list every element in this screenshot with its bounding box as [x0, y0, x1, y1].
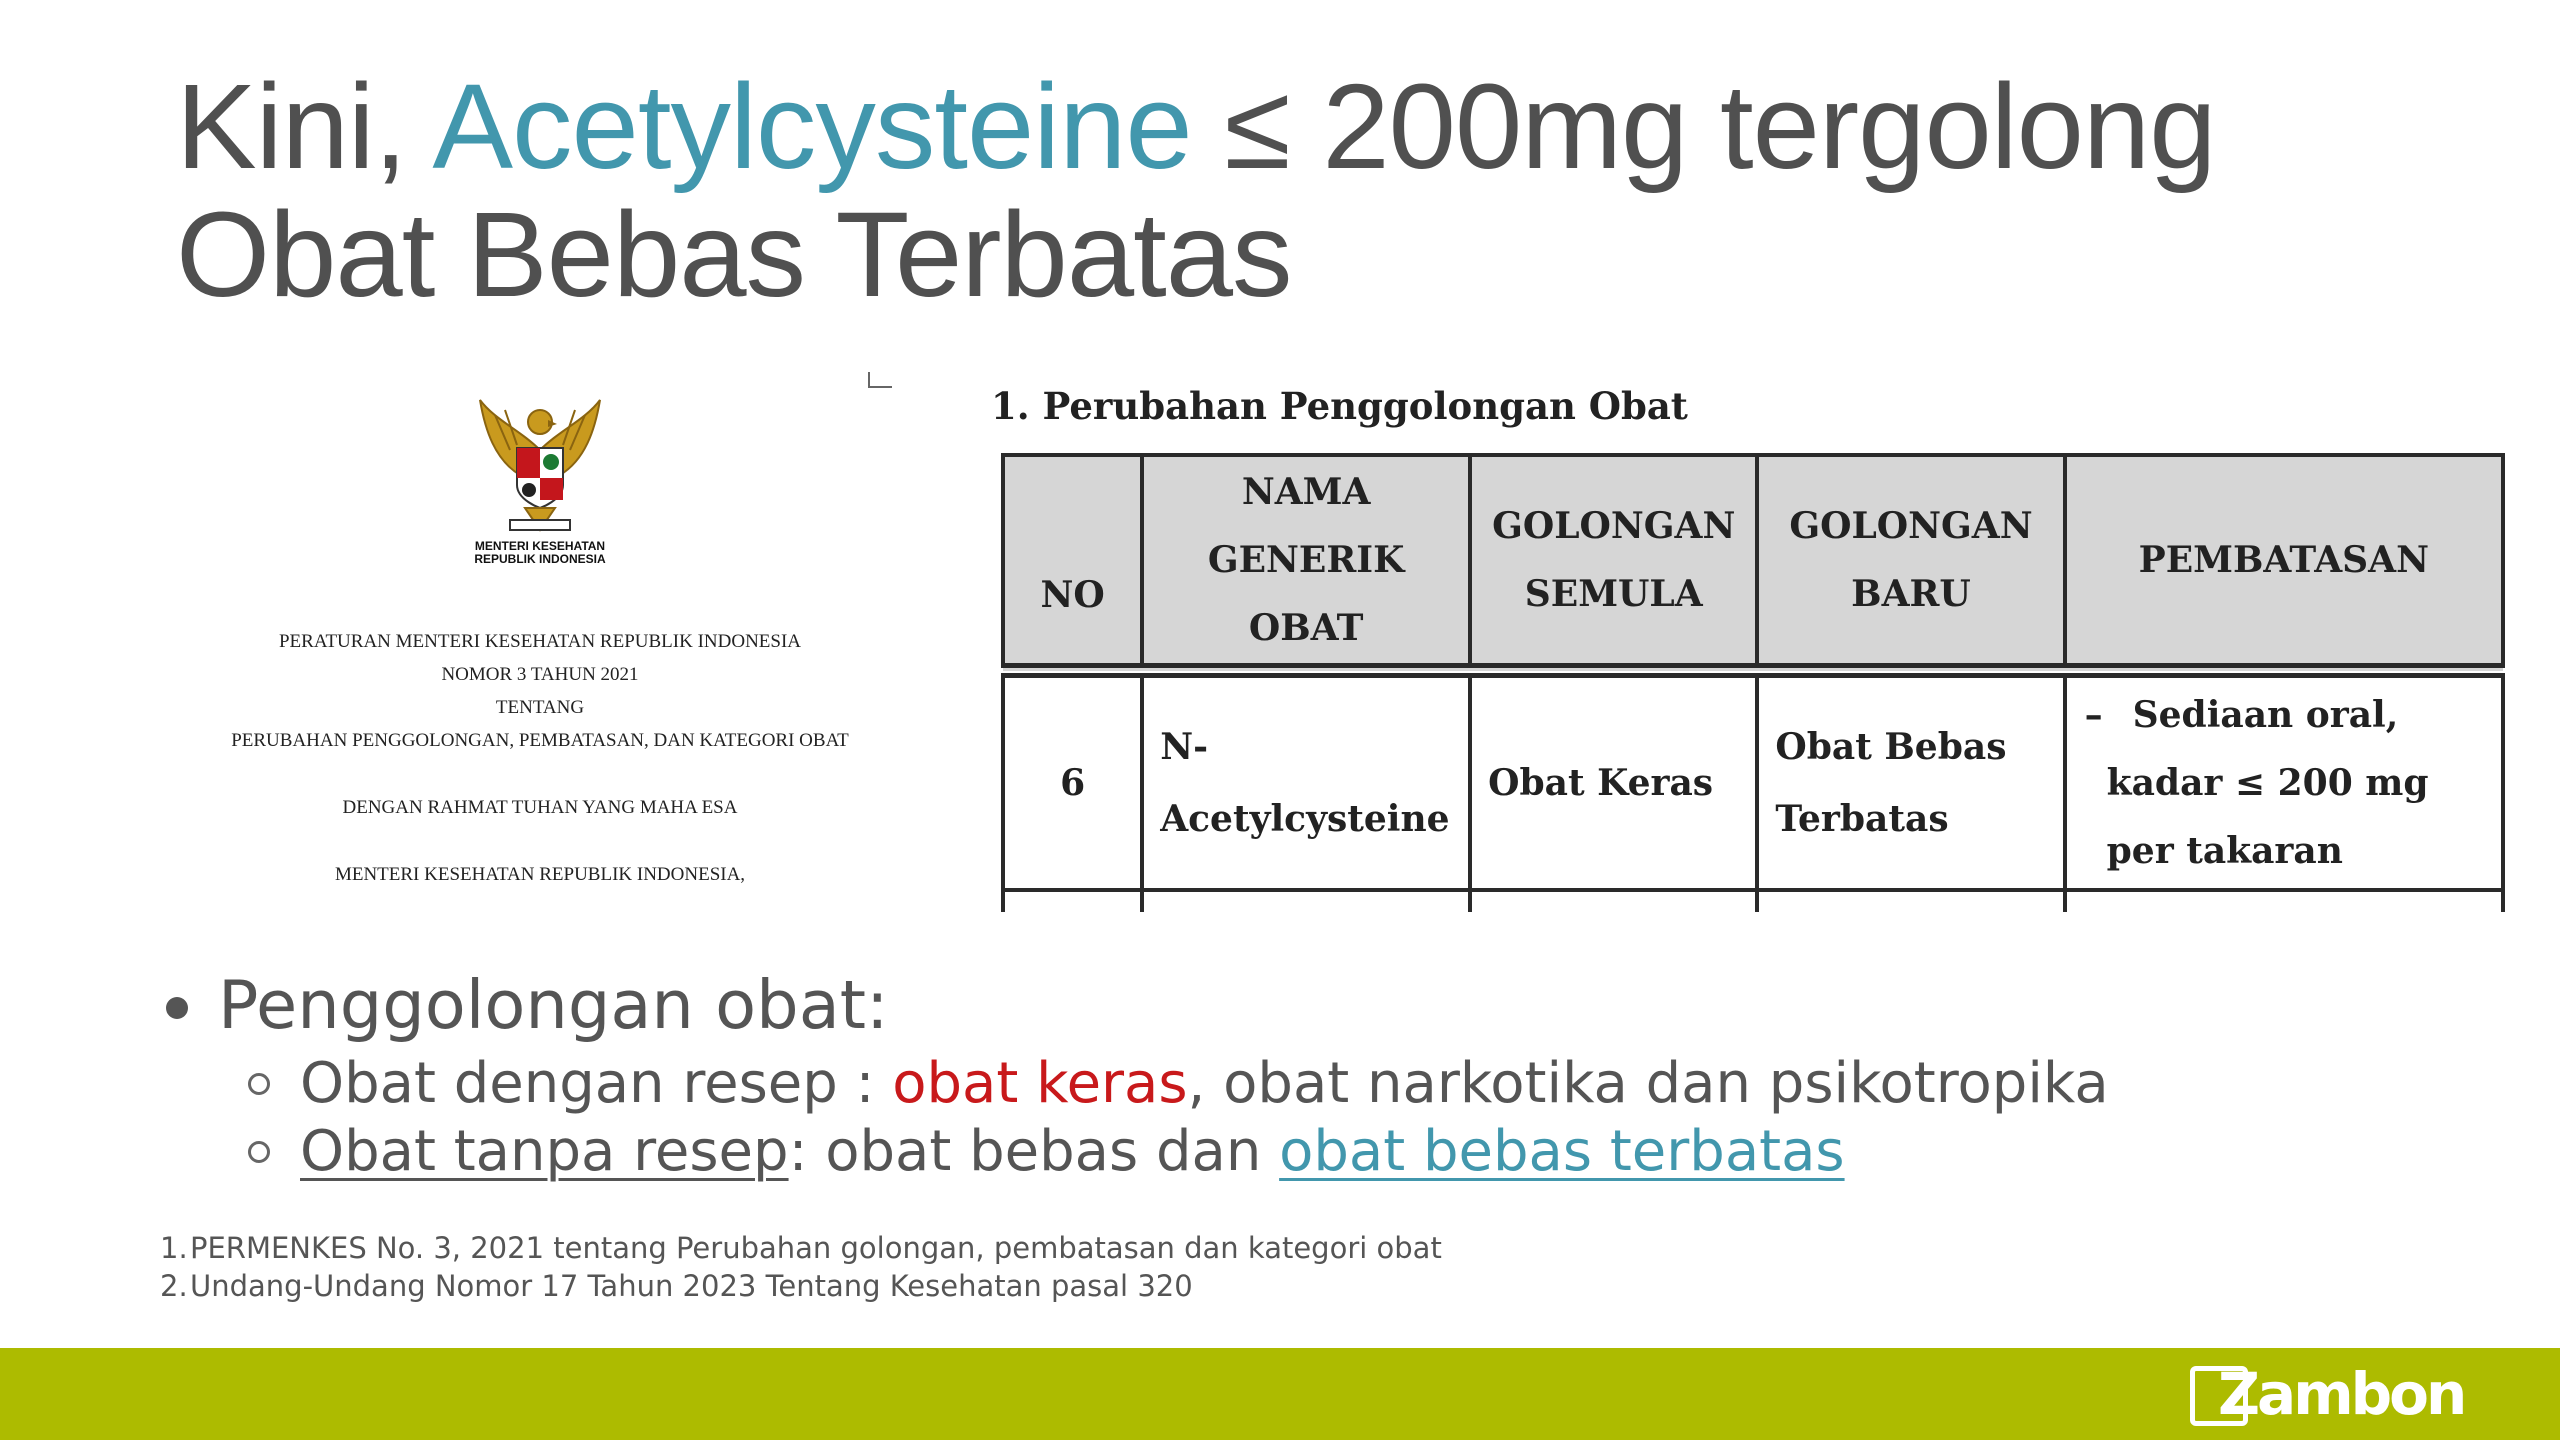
- link-obat-bebas-terbatas[interactable]: obat bebas terbatas: [1279, 1119, 1845, 1184]
- decree-text: [180, 625, 900, 891]
- decree-line: NOMOR 3 TAHUN 2021: [441, 664, 639, 685]
- decree-line: MENTERI KESEHATAN REPUBLIK INDONESIA,: [334, 864, 746, 885]
- cell-restriction: – Sediaan oral, kadar ≤ 200 mg per takaran: [2065, 671, 2503, 891]
- table-row-cropped: [1003, 890, 2503, 912]
- garuda-emblem-icon: [465, 390, 615, 540]
- title-prefix: Kini,: [176, 58, 433, 194]
- brand-wordmark: Zambon: [2218, 1360, 2465, 1428]
- bullet-ring-icon: [248, 1073, 270, 1095]
- header-no: NO: [1003, 455, 1142, 671]
- classification-bullets: [160, 960, 2460, 1186]
- cell-generic-name: N- Acetylcysteine: [1142, 671, 1470, 891]
- expand-corner-icon: [868, 372, 892, 388]
- reference-item: 2.Undang-Undang Nomor 17 Tahun 2023 Tentang Kesehatan pasal 320: [160, 1269, 1193, 1303]
- underlined-term: Obat tanpa resep: [300, 1119, 789, 1184]
- highlight-obat-keras: obat keras: [892, 1051, 1188, 1116]
- header-original-class: GOLONGAN SEMULA: [1470, 455, 1757, 671]
- references: [160, 1229, 1442, 1305]
- cell-new-class: Obat Bebas Terbatas: [1757, 671, 2064, 891]
- footer-bar: [0, 1348, 2560, 1440]
- zambon-logo: [2190, 1360, 2465, 1430]
- title-suffix: ≤ 200mg tergolong: [1191, 58, 2216, 194]
- title-accent-drug: Acetylcysteine: [432, 58, 1192, 194]
- title-line-1: [176, 58, 2476, 194]
- bullet-prescription: Obat dengan resep : obat keras, obat narkotika dan psikotropika: [160, 1050, 2460, 1118]
- regulation-table-image: [985, 380, 2505, 912]
- decree-spacer: [180, 824, 900, 858]
- table-heading: 1. Perubahan Penggolongan Obat: [991, 384, 1688, 428]
- decree-document-image: [180, 370, 900, 890]
- emblem-caption-line-1: MENTERI KESEHATAN: [474, 539, 606, 553]
- bullet-main: Penggolongan obat:: [160, 960, 2460, 1050]
- header-new-class: GOLONGAN BARU: [1757, 455, 2064, 671]
- restriction-dash: –: [2084, 694, 2103, 736]
- table-header-row: [1003, 455, 2503, 671]
- header-restriction: PEMBATASAN: [2065, 455, 2503, 671]
- cell-no: 6: [1003, 671, 1142, 891]
- cell-original-class: Obat Keras: [1470, 671, 1757, 891]
- decree-line: TENTANG: [495, 697, 585, 718]
- decree-spacer: [180, 757, 900, 791]
- header-generic-name: NAMA GENERIK OBAT: [1142, 455, 1470, 671]
- decree-line: PERUBAHAN PENGGOLONGAN, PEMBATASAN, DAN KATEGORI OBAT: [231, 730, 849, 751]
- decree-line: DENGAN RAHMAT TUHAN YANG MAHA ESA: [342, 797, 738, 818]
- classification-table: [1001, 453, 2505, 912]
- title-line-2: Obat Bebas Terbatas: [176, 186, 1292, 322]
- bullet-non-prescription: Obat tanpa resep: obat bebas dan obat bebas terbatas: [160, 1118, 2460, 1186]
- bullet-dot-icon: [166, 997, 188, 1019]
- table-row: [1003, 671, 2503, 891]
- reference-item: 1.PERMENKES No. 3, 2021 tentang Perubahan golongan, pembatasan dan kategori obat: [160, 1231, 1442, 1265]
- bullet-ring-icon: [248, 1141, 270, 1163]
- decree-line: PERATURAN MENTERI KESEHATAN REPUBLIK INDONESIA: [278, 631, 802, 652]
- emblem-caption-line-2: REPUBLIK INDONESIA: [474, 552, 606, 566]
- slide-title: [176, 58, 2476, 322]
